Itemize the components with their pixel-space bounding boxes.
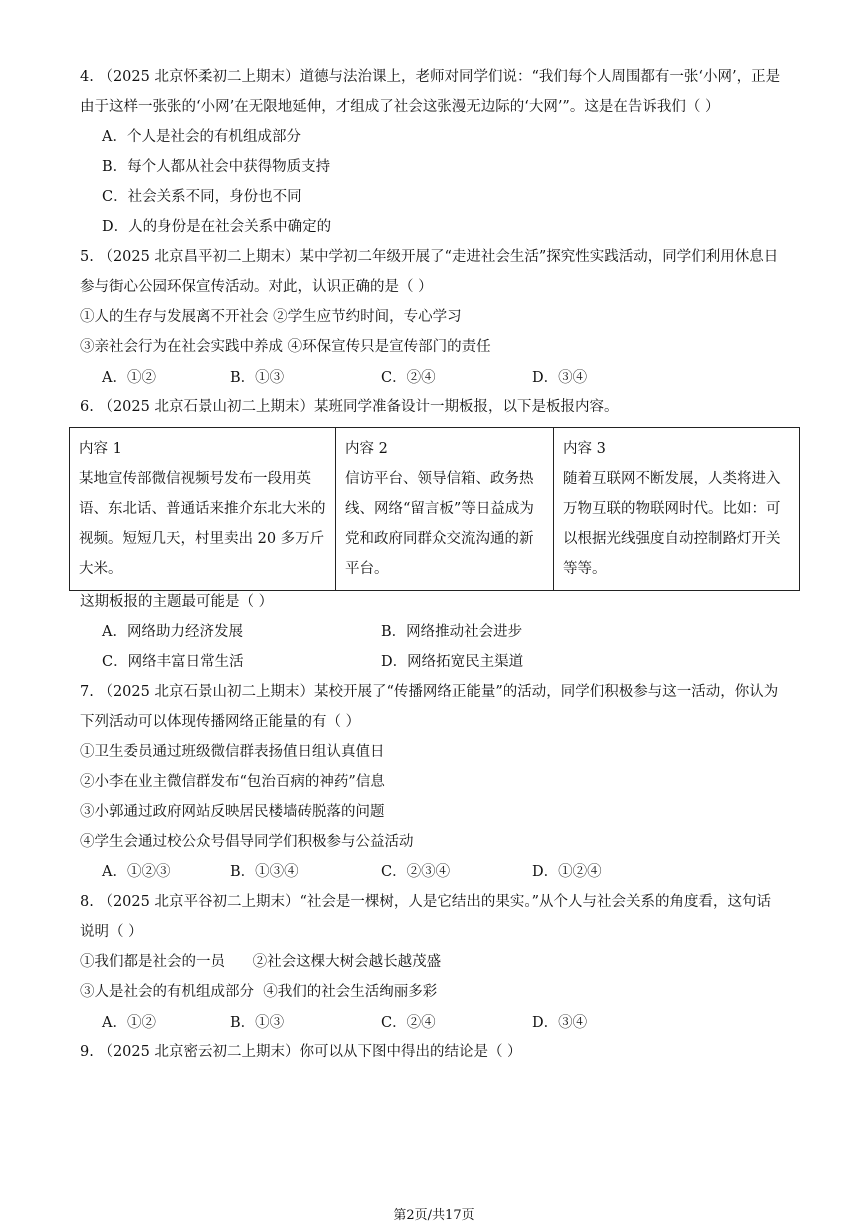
q6-option-c: C．网络丰富日常生活 <box>102 654 244 670</box>
q9-stem: 9. （2025 北京密云初二上期末）你可以从下图中得出的结论是（ ） <box>80 1044 522 1060</box>
board-cell-2 <box>336 428 554 591</box>
board-cell-body: 随着互联网不断发展，人类将进入万物互联的物联网时代。比如：可以根据光线强度自动控制路灯开关等等。 <box>563 471 781 577</box>
q8-statement-line2: ③人是社会的有机组成部分 ④我们的社会生活绚丽多彩 <box>80 984 438 1000</box>
board-cell-body: 某地宣传部微信视频号发布一段用英语、东北话、普通话来推介东北大米的视频。短短几天，村里卖出 20 多万斤大米。 <box>79 471 326 577</box>
q6-stem: 6. （2025 北京石景山初二上期末）某班同学准备设计一期板报，以下是板报内容。 <box>80 399 619 415</box>
q8-option-a: A．①② <box>102 1015 156 1031</box>
q7-option-a: A．①②③ <box>102 864 171 880</box>
board-cell-1 <box>70 428 336 591</box>
q8-option-c: C．②④ <box>381 1015 436 1031</box>
q6-option-b: B．网络推动社会进步 <box>381 624 523 640</box>
q6-board-table <box>69 427 800 591</box>
board-cell-header: 内容 1 <box>79 441 122 457</box>
q8-option-d: D．③④ <box>532 1015 588 1031</box>
q7-statement-2: ②小李在业主微信群发布“包治百病的神药”信息 <box>80 774 385 790</box>
board-cell-body: 信访平台、领导信箱、政务热线、网络“留言板”等日益成为党和政府同群众交流沟通的新平台。 <box>345 471 534 577</box>
q4-stem-line2: 由于这样一张张的‘小网’在无限地延伸，才组成了社会这张漫无边际的‘大网’”。这是在告诉我们（ ） <box>80 99 720 115</box>
q8-stem-line1: 8. （2025 北京平谷初二上期末）“社会是一棵树，人是它结出的果实。”从个人与社会关系的角度看，这句话 <box>80 894 772 910</box>
q7-statement-3: ③小郭通过政府网站反映居民楼墙砖脱落的问题 <box>80 804 385 820</box>
q8-statement-line1: ①我们都是社会的一员 ②社会这棵大树会越长越茂盛 <box>80 954 442 970</box>
q6-question: 这期板报的主题最可能是（ ） <box>80 594 274 610</box>
q4-option-d: D．人的身份是在社会关系中确定的 <box>102 219 332 235</box>
board-cell-header: 内容 3 <box>563 441 606 457</box>
q5-statement-line1: ①人的生存与发展离不开社会 ②学生应节约时间，专心学习 <box>80 309 462 325</box>
q8-stem-line2: 说明（ ） <box>80 924 143 940</box>
q5-statement-line2: ③亲社会行为在社会实践中养成 ④环保宣传只是宣传部门的责任 <box>80 339 491 355</box>
q5-option-a: A．①② <box>102 370 156 386</box>
q5-option-c: C．②④ <box>381 370 436 386</box>
page-number-footer: 第2页/共17页 <box>393 1208 475 1223</box>
q4-option-c: C．社会关系不同，身份也不同 <box>102 189 302 205</box>
q5-stem-line2: 参与街心公园环保宣传活动。对此，认识正确的是（ ） <box>80 279 433 295</box>
q8-option-b: B．①③ <box>230 1015 285 1031</box>
q4-option-b: B．每个人都从社会中获得物质支持 <box>102 159 331 175</box>
q4-option-a: A．个人是社会的有机组成部分 <box>102 129 301 145</box>
q6-option-a: A．网络助力经济发展 <box>102 624 243 640</box>
q7-statement-1: ①卫生委员通过班级微信群表扬值日组认真值日 <box>80 744 385 760</box>
q5-option-d: D．③④ <box>532 370 588 386</box>
q4-stem-line1: 4. （2025 北京怀柔初二上期末）道德与法治课上，老师对同学们说：“我们每个人周围都有一张‘小网’，正是 <box>80 69 781 85</box>
q7-stem-line1: 7. （2025 北京石景山初二上期末）某校开展了“传播网络正能量”的活动，同学们积极参与这一活动，你认为 <box>80 684 779 700</box>
q7-option-b: B．①③④ <box>230 864 299 880</box>
q7-option-d: D．①②④ <box>532 864 602 880</box>
q5-option-b: B．①③ <box>230 370 285 386</box>
q7-option-c: C．②③④ <box>381 864 451 880</box>
q5-stem-line1: 5. （2025 北京昌平初二上期末）某中学初二年级开展了“走进社会生活”探究性实践活动，同学们利用休息日 <box>80 249 779 265</box>
board-cell-header: 内容 2 <box>345 441 388 457</box>
q6-option-d: D．网络拓宽民主渠道 <box>381 654 524 670</box>
board-cell-3 <box>554 428 800 591</box>
q7-stem-line2: 下列活动可以体现传播网络正能量的有（ ） <box>80 714 361 730</box>
q7-statement-4: ④学生会通过校公众号倡导同学们积极参与公益活动 <box>80 834 414 850</box>
table-row <box>70 428 800 591</box>
